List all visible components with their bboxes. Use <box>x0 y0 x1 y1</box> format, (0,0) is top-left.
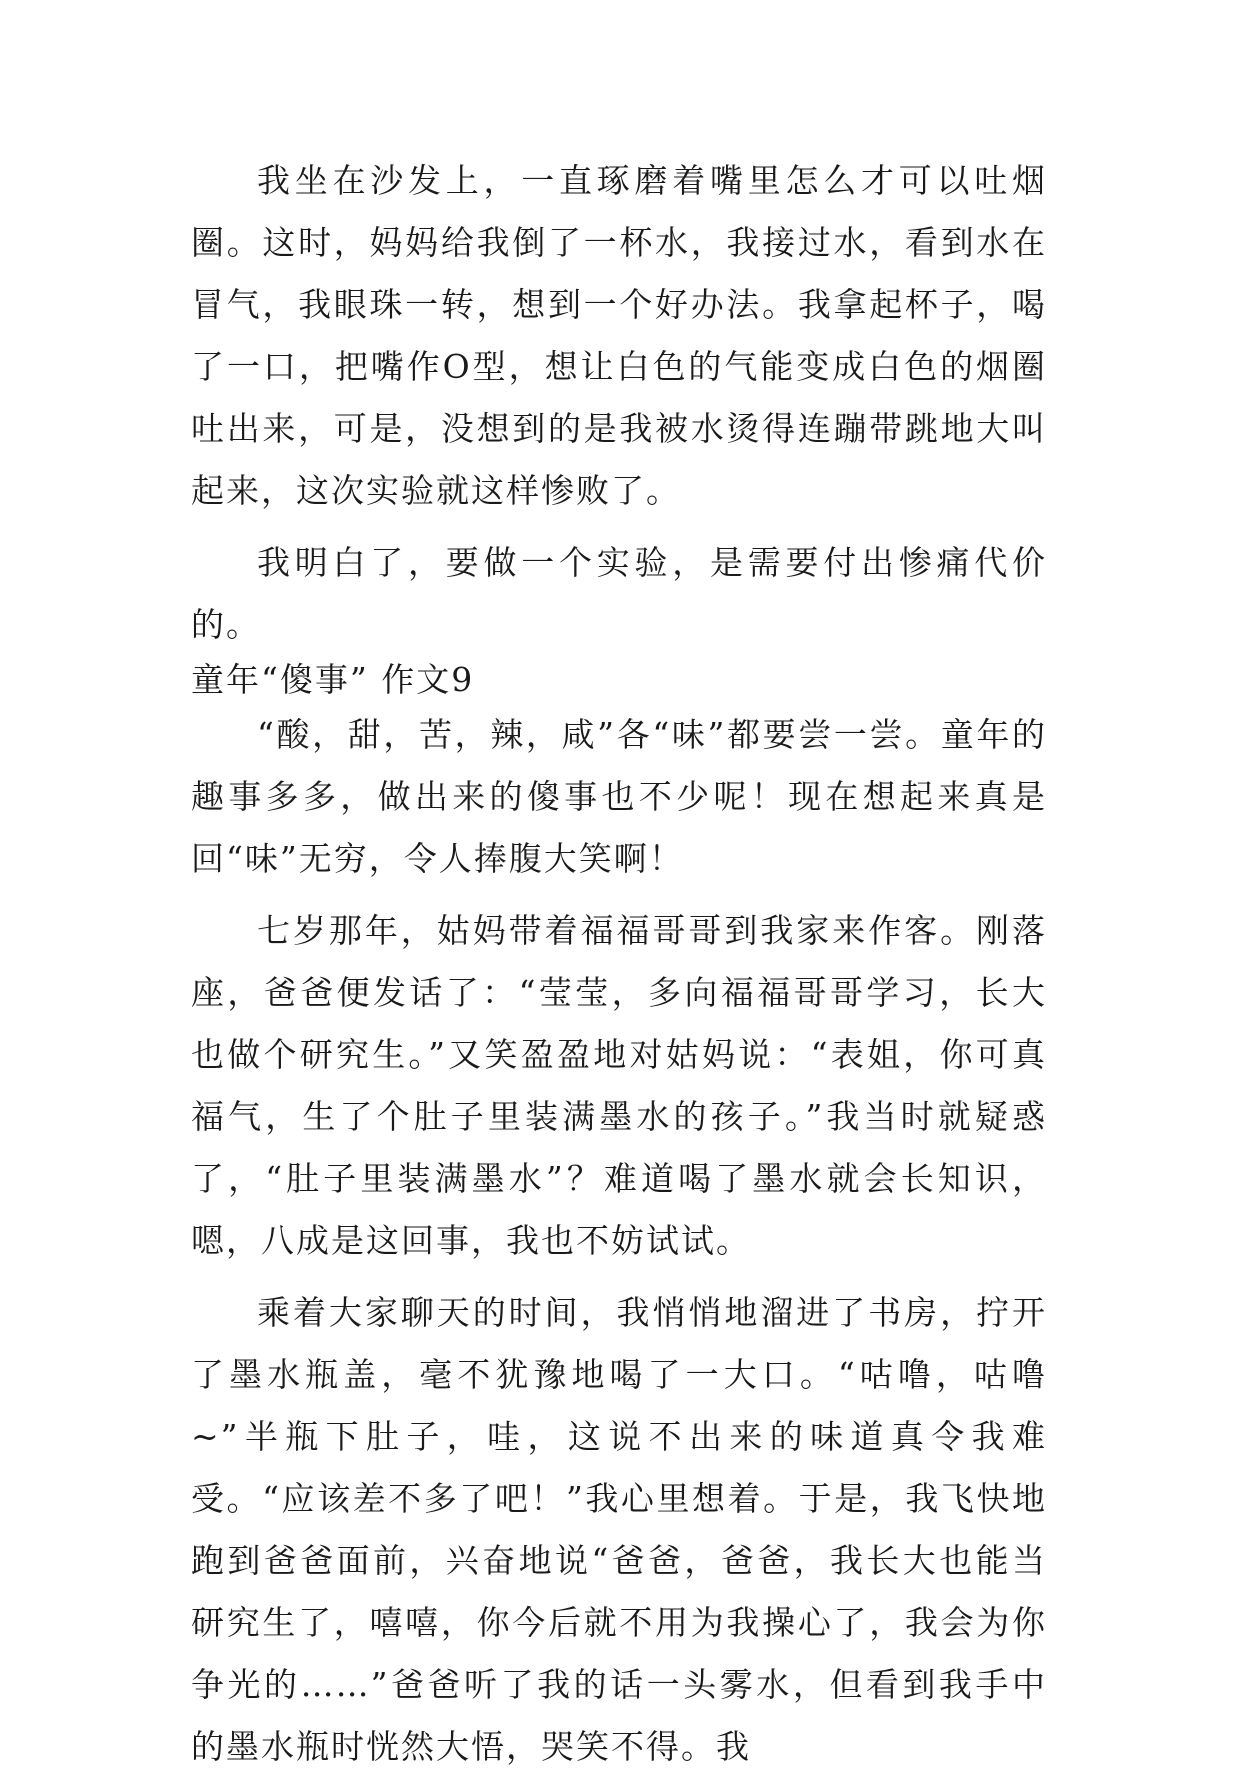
paragraph-smoke-ring-experiment: 我坐在沙发上，一直琢磨着嘴里怎么才可以吐烟圈。这时，妈妈给我倒了一杯水，我接过水，看到水在冒气，我眼珠一转，想到一个好办法。我拿起杯子，喝了一口，把嘴作O型，想让白色的气能变成白色的烟圈吐出来，可是，没想到的是我被水烫得连蹦带跳地大叫起来，这次实验就这样惨败了。 <box>191 161 1047 510</box>
document-body <box>191 150 1047 1778</box>
paragraph-intro: “酸，甜，苦，辣，咸”各“味”都要尝一尝。童年的趣事多多，做出来的傻事也不少呢！现在想起来真是回“味”无穷，令人捧腹大笑啊！ <box>191 715 1047 878</box>
essay-heading: 童年“傻事” 作文9 <box>191 660 475 699</box>
paragraph-cousin-visit: 七岁那年，姑妈带着福福哥哥到我家来作客。刚落座，爸爸便发话了：“莹莹，多向福福哥哥学习，长大也做个研究生。”又笑盈盈地对姑妈说：“表姐，你可真福气，生了个肚子里装满墨水的孩子。”我当时就疑惑了，“肚子里装满墨水”？难道喝了墨水就会长知识，嗯，八成是这回事，我也不妨试试。 <box>191 911 1047 1260</box>
paragraph-lesson-learned: 我明白了，要做一个实验，是需要付出惨痛代价的。 <box>191 543 1047 644</box>
paragraph-drinking-ink: 乘着大家聊天的时间，我悄悄地溜进了书房，拧开了墨水瓶盖，毫不犹豫地喝了一大口。“咕噜，咕噜~”半瓶下肚子，哇，这说不出来的味道真令我难受。“应该差不多了吧！”我心里想着。于是，我飞快地跑到爸爸面前，兴奋地说“爸爸，爸爸，我长大也能当研究生了，嘻嘻，你今后就不用为我操心了，我会为你争光的……”爸爸听了我的话一头雾水，但看到我手中的墨水瓶时恍然大悟，哭笑不得。我 <box>191 1293 1047 1766</box>
